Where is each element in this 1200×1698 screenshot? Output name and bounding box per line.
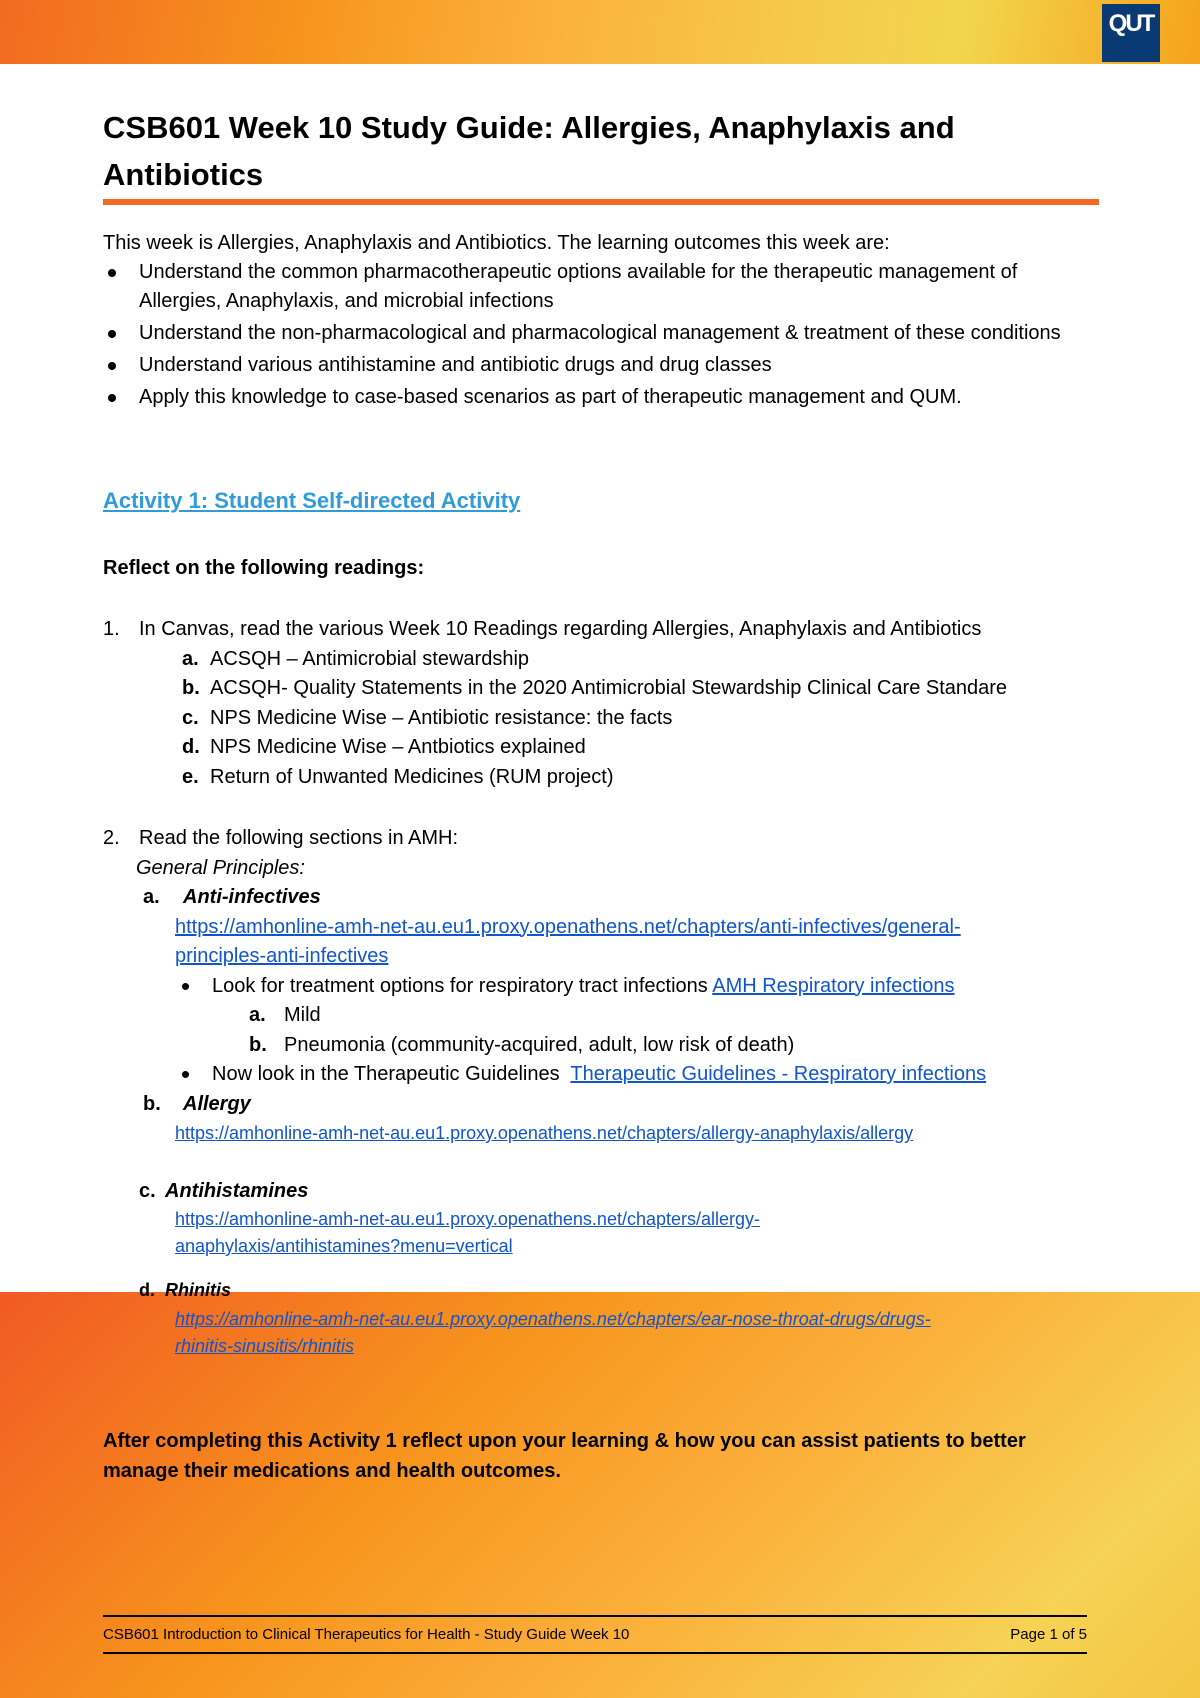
list-item [103,645,1103,675]
link-text: https://amhonline-amh-net-au.eu1.proxy.openathens.net/chapters/allergy- [175,1209,761,1229]
list-item [103,733,1103,763]
section-antihistamines [103,1177,1103,1207]
link-text: https://amhonline-amh-net-au.eu1.proxy.openathens.net/chapters/anti-infectives/general- [175,915,961,938]
list-item [103,1060,1103,1090]
item-letter: b. [182,677,200,699]
list-item: Understand the common pharmacotherapeutic options available for the therapeutic management of Allergies, Anaphylaxis, and microbial infections [103,258,1103,316]
header-banner [0,0,1200,64]
list-item [103,763,1103,793]
list-item: Understand various antihistamine and antibiotic drugs and drug classes [103,351,1103,380]
therapeutic-guidelines-link[interactable]: Therapeutic Guidelines - Respiratory infections [570,1063,987,1085]
section-name: Anti-infectives [183,886,321,908]
item-text: NPS Medicine Wise – Antibiotic resistance: the facts [210,706,673,729]
list-item [103,674,1103,704]
item-text: Return of Unwanted Medicines (RUM project) [210,765,614,788]
item-letter: b. [249,1033,267,1056]
reflection-instruction: After completing this Activity 1 reflect upon your learning & how you can assist patients to better manage their medications and health outcomes. [103,1430,1026,1482]
footer-course: CSB601 Introduction to Clinical Therapeutics for Health - Study Guide Week 10 [103,1626,630,1643]
link-text: https://amhonline-amh-net-au.eu1.proxy.openathens.net/chapters/ear-nose-throat-drugs/drugs- [175,1308,931,1329]
footer-page-number: Page 1 of 5 [1010,1626,1087,1643]
page-title: CSB601 Week 10 Study Guide: Allergies, Anaphylaxis and Antibiotics [103,110,955,192]
list-item [103,972,1103,1002]
list-item: Apply this knowledge to case-based scenarios as part of therapeutic management and QUM. [103,383,1103,412]
reflect-heading: Reflect on the following readings: [103,557,425,579]
link-text: rhinitis-sinusitis/rhinitis [175,1335,355,1356]
antihistamines-link[interactable] [103,1206,1103,1260]
item-text: Mild [284,1004,321,1026]
intro-section [103,229,1103,415]
general-principles-label: General Principles: [136,856,305,879]
item-text: Look for treatment options for respiratory tract infections [212,974,713,997]
section-name: Allergy [183,1092,251,1115]
title-divider [103,199,1099,205]
intro-lead: This week is Allergies, Anaphylaxis and Antibiotics. The learning outcomes this week are: [103,232,890,254]
outcomes-list [103,258,1103,412]
list-item [103,704,1103,734]
amh-respiratory-link[interactable]: AMH Respiratory infections [712,974,955,997]
item-letter: d. [139,1280,155,1300]
section-anti-infectives [103,883,1103,913]
item-text: NPS Medicine Wise – Antbiotics explained [210,736,586,758]
footer-divider [103,1652,1087,1654]
section-name: Rhinitis [165,1280,231,1300]
item-text: ACSQH – Antimicrobial stewardship [210,647,530,670]
item-letter: a. [249,1004,266,1026]
item-letter: e. [182,765,199,788]
list-item [103,824,1103,854]
allergy-link[interactable]: https://amhonline-amh-net-au.eu1.proxy.openathens.net/chapters/allergy-anaphylaxis/allergy [175,1123,914,1143]
item-letter: d. [182,736,200,758]
list-item [103,615,1103,645]
item-letter: a. [182,647,199,670]
item-number: 1. [103,618,120,640]
link-text: anaphylaxis/antihistamines?menu=vertical [175,1236,513,1256]
footer-divider [103,1615,1087,1617]
item-letter: b. [143,1092,161,1115]
item-text: Now look in the Therapeutic Guidelines [212,1063,571,1085]
list-item [103,1001,1103,1031]
list-item [103,1031,1103,1061]
item-number: 2. [103,827,120,849]
item-letter: c. [139,1179,156,1202]
section-name: Antihistamines [165,1179,309,1202]
rhinitis-link[interactable] [103,1306,1103,1360]
readings-list [103,615,1103,792]
anti-infectives-link[interactable] [103,913,1103,972]
amh-sections [103,824,1103,1360]
page-footer [103,1626,1087,1643]
item-letter: a. [143,886,160,908]
item-letter: c. [182,706,199,729]
section-rhinitis [103,1276,1103,1306]
item-text: Read the following sections in AMH: [139,827,459,849]
section-allergy [103,1090,1103,1120]
item-text: ACSQH- Quality Statements in the 2020 Antimicrobial Stewardship Clinical Care Standare [210,677,1008,699]
qut-logo: QUT [1102,4,1160,62]
activity-heading-link[interactable]: Activity 1: Student Self-directed Activity [103,488,521,513]
link-text: principles-anti-infectives [175,945,389,967]
list-item: Understand the non-pharmacological and pharmacological management & treatment of these conditions [103,319,1103,348]
title-block [103,104,1103,198]
item-text: Pneumonia (community-acquired, adult, low risk of death) [284,1033,795,1056]
item-text: In Canvas, read the various Week 10 Readings regarding Allergies, Anaphylaxis and Antibiotics [139,618,982,640]
